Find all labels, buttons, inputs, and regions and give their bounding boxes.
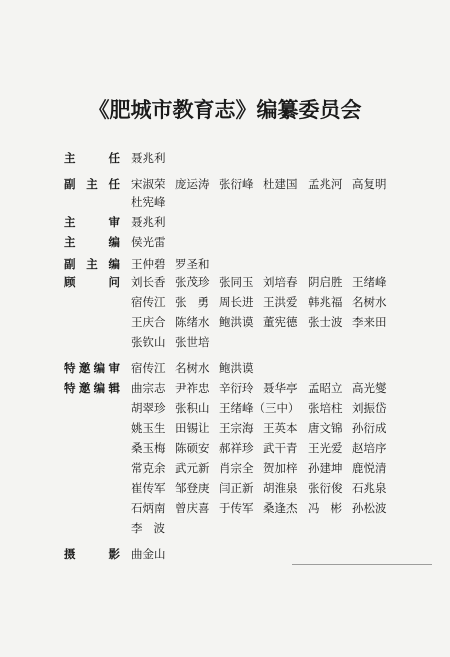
divider-line — [292, 564, 432, 565]
member-name: 陈绪水 — [175, 315, 210, 329]
member-name: 王宗海 — [219, 421, 254, 435]
member-name: 肖宗全 — [219, 461, 254, 475]
member-name: 张士波 — [308, 315, 343, 329]
member-name: 杜宪峰 — [131, 195, 166, 209]
member-name: 聂兆利 — [131, 215, 166, 229]
committee-row — [0, 274, 450, 292]
member-name: 尹祚忠 — [175, 381, 210, 395]
member-name: 张衍峰 — [219, 177, 254, 191]
member-name: 石炳南 — [131, 501, 166, 515]
committee-row — [0, 360, 450, 378]
member-name: 孙建坤 — [308, 461, 343, 475]
member-name: 闫正新 — [219, 481, 254, 495]
member-name: 聂兆利 — [131, 151, 166, 165]
member-name: 刘长香 — [131, 275, 166, 289]
member-name: 侯光雷 — [131, 235, 166, 249]
member-name: 张钦山 — [131, 335, 166, 349]
role-label: 副 主 编 — [64, 257, 120, 271]
member-name: 刘培春 — [263, 275, 298, 289]
member-name: 于传军 — [219, 501, 254, 515]
member-name: 孟兆河 — [308, 177, 343, 191]
member-name: 名树水 — [352, 295, 387, 309]
committee-row — [0, 176, 450, 194]
member-name: 王光爱 — [308, 441, 343, 455]
committee-row — [0, 500, 450, 518]
committee-row — [0, 520, 450, 538]
role-label: 特 邀 编 辑 — [64, 381, 120, 395]
member-name: 宿传江 — [131, 295, 166, 309]
member-name: 鹿悦清 — [352, 461, 387, 475]
committee-row — [0, 194, 450, 212]
member-name: 冯彬 — [308, 501, 353, 515]
member-name: 李来田 — [352, 315, 387, 329]
role-label: 主 任 — [64, 151, 120, 165]
member-name: 周长进 — [219, 295, 254, 309]
member-name: 曲金山 — [131, 547, 166, 561]
member-name: 曲宗志 — [131, 381, 166, 395]
member-name: 刘振岱 — [352, 401, 387, 415]
member-name: 张世培 — [175, 335, 210, 349]
committee-row — [0, 214, 450, 232]
member-name: 赵培序 — [352, 441, 387, 455]
role-label: 主 审 — [64, 215, 120, 229]
committee-row — [0, 480, 450, 498]
committee-row — [0, 256, 450, 274]
committee-row — [0, 314, 450, 332]
committee-row — [0, 546, 450, 564]
member-name: 鲍洪谟 — [219, 361, 254, 375]
member-name: 王洪爱 — [263, 295, 298, 309]
member-name: 韩兆福 — [308, 295, 343, 309]
member-name: 王英本 — [263, 421, 298, 435]
committee-row — [0, 400, 450, 418]
role-label: 主 编 — [64, 235, 120, 249]
member-name: 陈硕安 — [175, 441, 210, 455]
committee-row — [0, 420, 450, 438]
member-name: 桑玉梅 — [131, 441, 166, 455]
member-name: 姚玉生 — [131, 421, 166, 435]
role-label: 顾 问 — [64, 275, 120, 289]
member-name: 辛衍玲 — [219, 381, 254, 395]
member-name: 石兆泉 — [352, 481, 387, 495]
member-name: 宋淑荣 — [131, 177, 166, 191]
member-name: 高复明 — [352, 177, 387, 191]
member-name: 张同玉 — [219, 275, 254, 289]
committee-row — [0, 294, 450, 312]
committee-row — [0, 334, 450, 352]
member-name: 胡翠珍 — [131, 401, 166, 415]
member-name: 聂华亭 — [263, 381, 298, 395]
member-name: 胡淮泉 — [263, 481, 298, 495]
member-name: 王绪峰（三中） — [219, 401, 300, 415]
committee-row — [0, 150, 450, 168]
member-name: 唐文锦 — [308, 421, 343, 435]
member-name: 曾庆喜 — [175, 501, 210, 515]
committee-row — [0, 440, 450, 458]
member-name: 董宪德 — [263, 315, 298, 329]
member-name: 杜建国 — [263, 177, 298, 191]
member-name: 郝祥珍 — [219, 441, 254, 455]
member-name: 庞运涛 — [175, 177, 210, 191]
role-label: 特 邀 编 审 — [64, 361, 120, 375]
committee-row — [0, 234, 450, 252]
committee-row — [0, 460, 450, 478]
member-name: 阴启胜 — [308, 275, 343, 289]
member-name: 名树水 — [175, 361, 210, 375]
member-name: 桑逢杰 — [263, 501, 298, 515]
member-name: 罗圣和 — [175, 257, 210, 271]
member-name: 田锡让 — [175, 421, 210, 435]
role-label: 摄 影 — [64, 547, 120, 561]
member-name: 张培柱 — [308, 401, 343, 415]
role-label: 副 主 任 — [64, 177, 120, 191]
member-name: 贺加梓 — [263, 461, 298, 475]
member-name: 高光燮 — [352, 381, 387, 395]
member-name: 王仲碧 — [131, 257, 166, 271]
member-name: 张衍俊 — [308, 481, 343, 495]
committee-row — [0, 380, 450, 398]
member-name: 孙衍成 — [352, 421, 387, 435]
member-name: 宿传江 — [131, 361, 166, 375]
member-name: 张茂珍 — [175, 275, 210, 289]
member-name: 常克余 — [131, 461, 166, 475]
member-name: 鲍洪谟 — [219, 315, 254, 329]
member-name: 邹登庚 — [175, 481, 210, 495]
member-name: 武元新 — [175, 461, 210, 475]
member-name: 崔传军 — [131, 481, 166, 495]
member-name: 孙松波 — [352, 501, 387, 515]
member-name: 张勇 — [175, 295, 220, 309]
member-name: 武干青 — [263, 441, 298, 455]
member-name: 王绪峰 — [352, 275, 387, 289]
member-name: 王庆合 — [131, 315, 166, 329]
member-name: 张积山 — [175, 401, 210, 415]
member-name: 孟昭立 — [308, 381, 343, 395]
member-name: 李波 — [131, 521, 176, 535]
page-title: 《肥城市教育志》编纂委员会 — [88, 97, 362, 122]
